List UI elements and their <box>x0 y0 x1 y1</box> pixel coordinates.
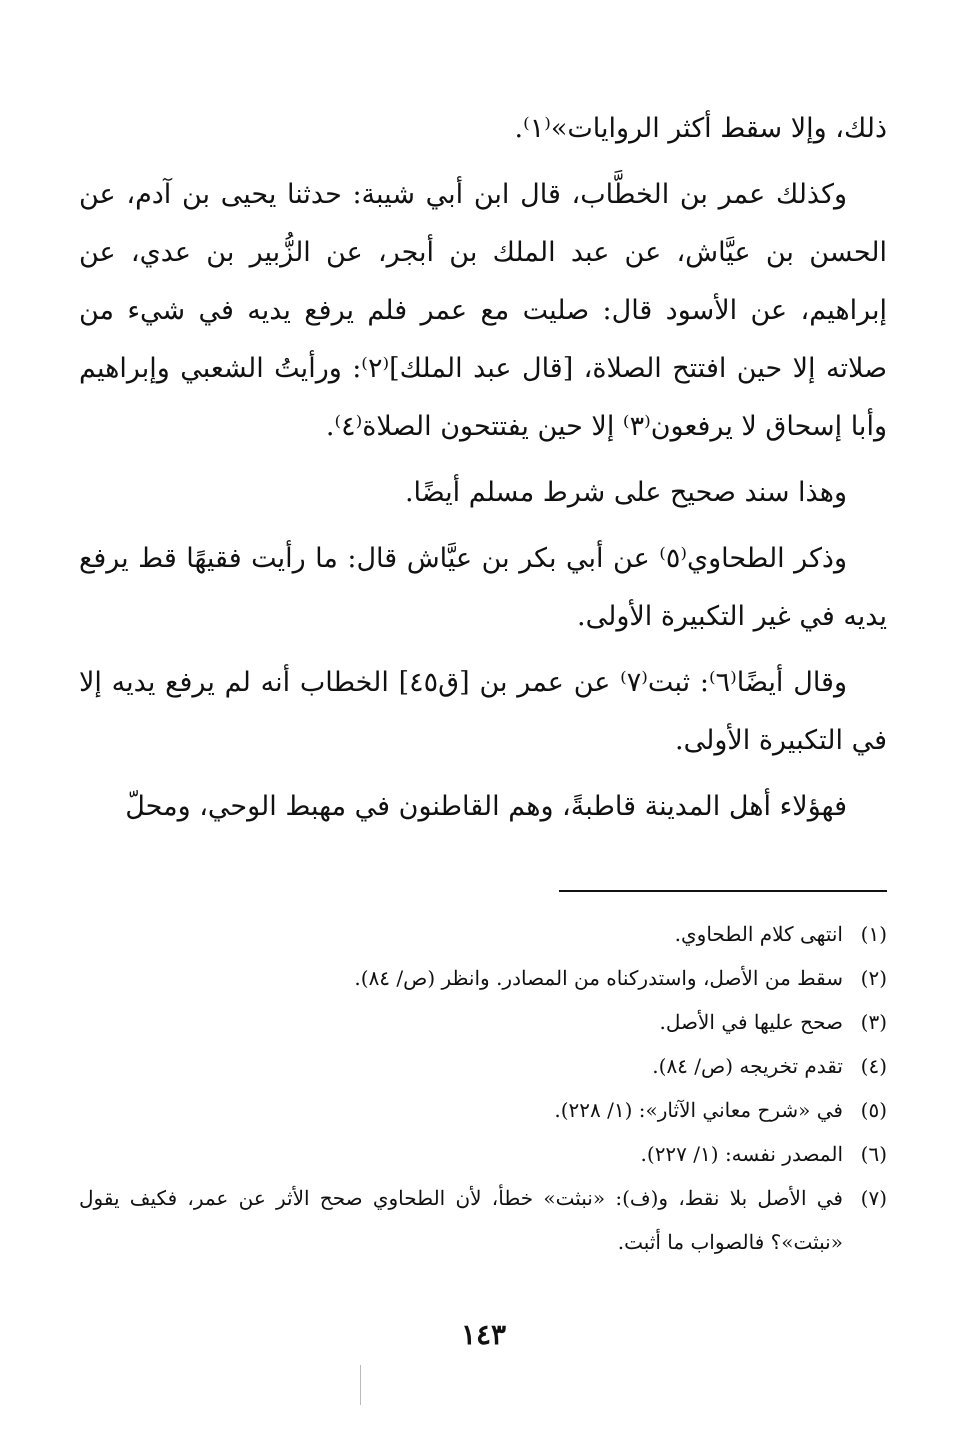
footnote-divider <box>559 890 887 892</box>
paragraph-6: فهؤلاء أهل المدينة قاطبةً، وهم القاطنون في مهبط الوحي، ومحلّ <box>125 791 847 822</box>
footnote-text: صحح عليها في الأصل. <box>659 1010 843 1034</box>
paragraph-1: ذلك، وإلا سقط أكثر الروايات»⁽١⁾. <box>514 113 887 144</box>
paragraph-3: وهذا سند صحيح على شرط مسلم أيضًا. <box>404 477 847 508</box>
footnote-5 <box>79 1088 887 1132</box>
page-number: ١٤٣ <box>460 1318 507 1351</box>
footnote-6 <box>79 1132 887 1176</box>
footnote-1 <box>79 912 887 956</box>
paragraph-2: وكذلك عمر بن الخطَّاب، قال ابن أبي شيبة: حدثنا يحيى بن آدم، عن الحسن بن عيَّاش، عن عبد الملك بن أبجر، عن الزُّبير بن عدي، عن إبراهيم، عن الأسود قال: صليت مع عمر فلم يرفع يديه في شيء من صلاته إلا حين افتتح الصلاة، [قال عبد الملك]⁽٢⁾: ورأيتُ الشعبي وإبراهيم وأبا إسحاق لا يرفعون⁽٣⁾ إلا حين يفتتحون الصلاة⁽٤⁾. <box>79 179 887 442</box>
footnote-text: انتهى كلام الطحاوي. <box>674 922 843 946</box>
footnote-number: (٧) <box>860 1186 887 1210</box>
footnote-2 <box>79 956 887 1000</box>
footnote-text: المصدر نفسه: (١/ ٢٢٧). <box>640 1142 843 1166</box>
paragraph-5: وقال أيضًا⁽٦⁾: ثبت⁽٧⁾ عن عمر بن [ق٤٥] الخطاب أنه لم يرفع يديه إلا في التكبيرة الأولى. <box>79 667 887 756</box>
main-text <box>79 100 887 844</box>
footnote-number: (٢) <box>860 966 887 990</box>
footnote-text: في الأصل بلا نقط، و(ف): «نبثت» خطأ، لأن الطحاوي صحح الأثر عن عمر، فكيف يقول «نبثت»؟ فالصواب ما أثبت. <box>79 1186 843 1254</box>
footnote-text: تقدم تخريجه (ص/ ٨٤). <box>652 1054 843 1078</box>
footnote-number: (٦) <box>860 1142 887 1166</box>
footnote-number: (١) <box>860 922 887 946</box>
footnotes <box>79 912 887 1264</box>
footnote-text: في «شرح معاني الآثار»: (١/ ٢٢٨). <box>554 1098 843 1122</box>
footnote-number: (٤) <box>860 1054 887 1078</box>
footnote-text: سقط من الأصل، واستدركناه من المصادر. وانظر (ص/ ٨٤). <box>354 966 843 990</box>
footnote-number: (٥) <box>860 1098 887 1122</box>
footnote-number: (٣) <box>860 1010 887 1034</box>
footnote-4 <box>79 1044 887 1088</box>
footnote-7 <box>79 1176 887 1264</box>
footnote-3 <box>79 1000 887 1044</box>
paragraph-4: وذكر الطحاوي⁽٥⁾ عن أبي بكر بن عيَّاش قال: ما رأيت فقيهًا قط يرفع يديه في غير التكبيرة الأولى. <box>79 543 887 632</box>
scan-margin-mark <box>360 1365 361 1405</box>
